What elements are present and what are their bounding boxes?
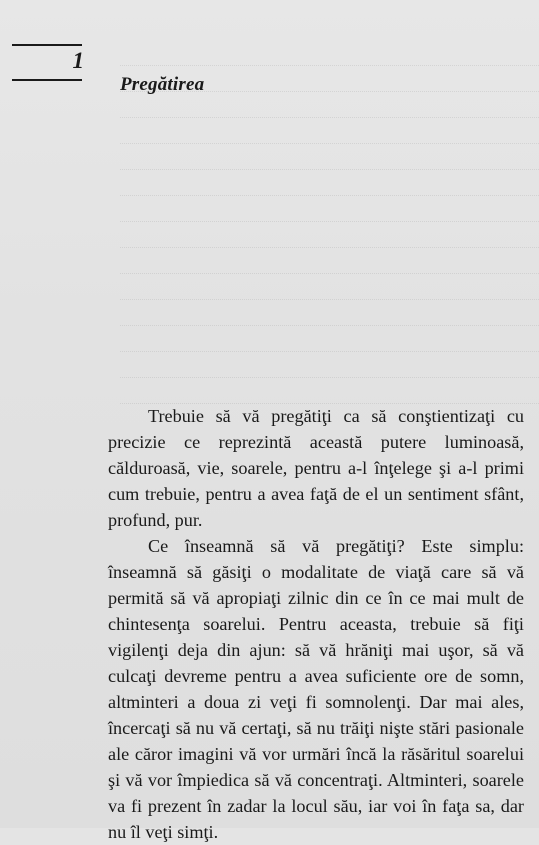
chapter-rule-bottom bbox=[12, 79, 82, 81]
paragraph: Trebuie să vă pregătiţi ca să conştientizaţi cu precizie ce reprezintă această putere luminoasă, călduroasă, vie, soarele, pentru a-l înţelege şi a-l primi cum trebuie, pentru a avea faţă de el un sentiment sfânt, profund, pur. bbox=[108, 406, 524, 530]
chapter-number: 1 bbox=[72, 48, 84, 73]
body-text bbox=[108, 403, 524, 845]
paragraph: Ce înseamnă să vă pregătiţi? Este simplu: înseamnă să găsiţi o modalitate de viaţă care să vă permită să vă apropiaţi zilnic din ce în ce mai mult de chintesenţa soarelui. Pentru aceasta, trebuie să fiţi vigilenţi deja din ajun: să vă hrăniţi mai uşor, să vă culcaţi devreme pentru a avea suficiente ore de somn, altminteri a doua zi veţi fi somnolenţi. Dar mai ales, încercaţi să nu vă certaţi, să nu trăiţi nişte stări pasionale ale căror imagini vă vor urmări încă la răsăritul soarelui şi vă vor împiedica să vă concentraţi. Altminteri, soarele va fi prezent în zadar la locul său, iar voi în faţa sa, dar nu îl veţi simţi. bbox=[108, 536, 524, 842]
chapter-title: Pregătirea bbox=[120, 74, 205, 95]
